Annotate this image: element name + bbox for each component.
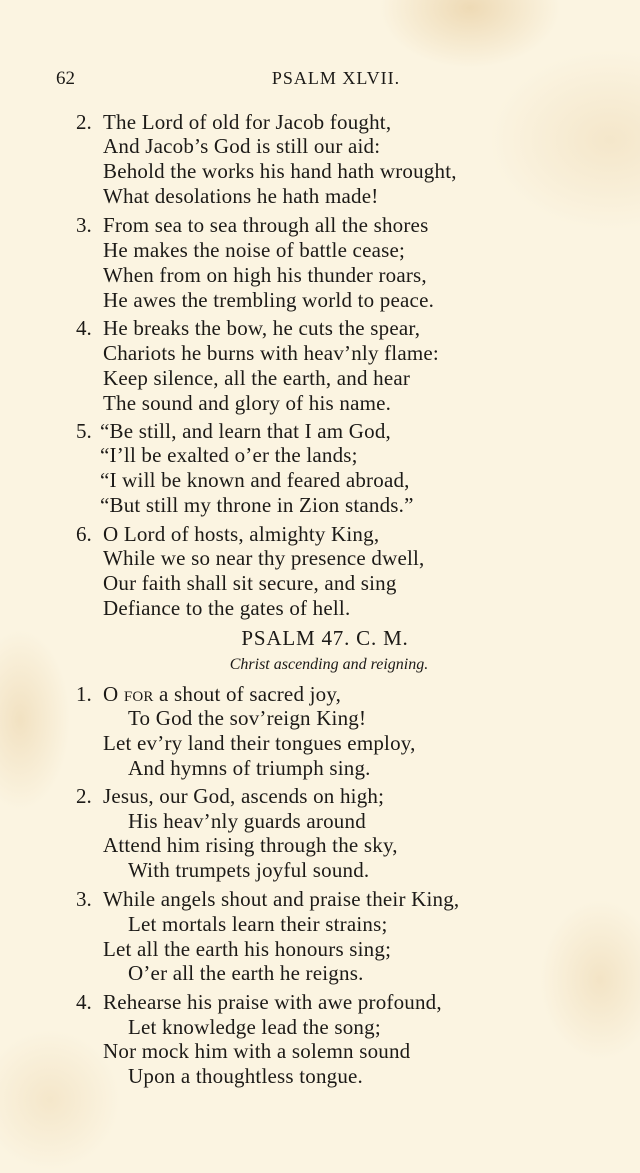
verse-line: “I will be known and feared abroad,: [100, 468, 410, 492]
verse-line: Let ev’ry land their tongues employ,: [103, 731, 416, 755]
running-head: [0, 68, 640, 94]
verse-line: Our faith shall sit secure, and sing: [103, 571, 397, 595]
verse-number: 4.: [76, 316, 92, 340]
verse-number: 1.: [76, 682, 92, 706]
verse-line: Let all the earth his honours sing;: [103, 937, 392, 961]
verse-line: Attend him rising through the sky,: [103, 833, 398, 857]
verse-line: “I’ll be exalted o’er the lands;: [100, 443, 358, 467]
verse-first-line: [103, 682, 341, 706]
verse-number: 2.: [76, 110, 92, 134]
verse-number: 5.: [76, 419, 92, 443]
verse-line: The Lord of old for Jacob fought,: [103, 110, 392, 134]
verse-line: He awes the trembling world to peace.: [103, 288, 435, 312]
verse-line: Jesus, our God, ascends on high;: [103, 784, 385, 808]
verse-line: Chariots he burns with heav’nly flame:: [103, 341, 439, 365]
verse-line: Nor mock him with a solemn sound: [103, 1039, 411, 1063]
verse-line: Rehearse his praise with awe profound,: [103, 990, 442, 1014]
verse-line: Let knowledge lead the song;: [128, 1015, 381, 1039]
verse-line: While we so near thy presence dwell,: [103, 546, 425, 570]
verse-number: 3.: [76, 213, 92, 237]
verse-number: 6.: [76, 522, 92, 546]
page-number: 62: [56, 68, 75, 89]
verse-line: From sea to sea through all the shores: [103, 213, 429, 237]
verse-line: “Be still, and learn that I am God,: [100, 419, 392, 443]
verse-line: Defiance to the gates of hell.: [103, 596, 351, 620]
verse-line: And hymns of triumph sing.: [128, 756, 371, 780]
verse-line: O Lord of hosts, almighty King,: [103, 522, 380, 546]
verse-line: While angels shout and praise their King,: [103, 887, 460, 911]
verse-line: O’er all the earth he reigns.: [128, 961, 364, 985]
verse-number: 2.: [76, 784, 92, 808]
verse-number: 3.: [76, 887, 92, 911]
verse-line: His heav’nly guards around: [128, 809, 366, 833]
verse-line: The sound and glory of his name.: [103, 391, 392, 415]
verse-line: What desolations he hath made!: [103, 184, 379, 208]
small-caps-word: for: [123, 682, 154, 706]
verse-line: To God the sov’reign King!: [128, 706, 367, 730]
verse-line: Let mortals learn their strains;: [128, 912, 388, 936]
verse-line: Behold the works his hand hath wrought,: [103, 159, 457, 183]
verse-line: When from on high his thunder roars,: [103, 263, 427, 287]
verse-line: “But still my throne in Zion stands.”: [100, 493, 414, 517]
verse-line: Keep silence, all the earth, and hear: [103, 366, 411, 390]
verse-line: He breaks the bow, he cuts the spear,: [103, 316, 421, 340]
verse-line: He makes the noise of battle cease;: [103, 238, 406, 262]
running-head-title: PSALM XLVII.: [271, 68, 401, 88]
psalm-subtitle: Christ ascending and reigning.: [229, 656, 429, 673]
verse-line: And Jacob’s God is still our aid:: [103, 134, 381, 158]
psalm-title: PSALM 47. C. M.: [241, 626, 409, 650]
drop-word: O: [103, 682, 119, 706]
verse-line-rest: a shout of sacred joy,: [153, 682, 342, 706]
verse-line: With trumpets joyful sound.: [128, 858, 370, 882]
verse-line: Upon a thoughtless tongue.: [128, 1064, 364, 1088]
verse-number: 4.: [76, 990, 92, 1014]
